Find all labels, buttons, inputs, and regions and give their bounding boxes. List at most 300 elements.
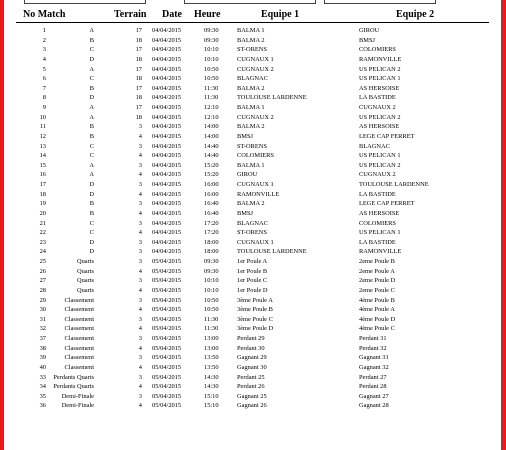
table-row [4,93,501,103]
equipe1-cell: BALMA 1 [237,161,265,169]
heure-cell: 15:10 [204,402,219,410]
table-row [4,36,501,46]
equipe1-cell: BLAGNAC [237,75,268,83]
equipe2-cell: RAMONVILLE [359,248,402,256]
equipe1-cell: 1er Poule D [237,286,268,294]
heure-cell: 10:50 [204,296,219,304]
date-cell: 04/04/2015 [152,113,182,121]
equipe2-cell: COLOMIERS [359,219,396,227]
equipe1-cell: 3ème Poule B [237,306,273,314]
table-row [4,170,501,180]
equipe2-cell: 2eme Poule D [359,277,396,285]
phase-cell: A [89,104,94,111]
terrain-cell: 3 [138,392,142,400]
header-equipe1: Equipe 1 [261,9,300,20]
table-row [4,132,501,142]
equipe2-cell: 4ème Poule B [359,296,395,304]
phase-cell: Demi-Finale [61,402,94,410]
match-number-cell: 24 [39,248,46,256]
equipe2-cell: Perdant 31 [359,335,387,342]
terrain-cell: 18 [135,94,142,102]
equipe2-cell: CUGNAUX 2 [359,104,396,111]
equipe2-cell: CUGNAUX 2 [359,171,396,179]
match-number-cell: 26 [39,267,46,275]
match-number-cell: 19 [39,200,46,208]
terrain-cell: 3 [138,238,142,246]
equipe1-cell: BMSJ [237,209,253,217]
equipe2-cell: LA BASTIDE [359,190,396,198]
heure-cell: 15:20 [204,171,219,179]
equipe2-cell: AS HERSOISE [359,84,400,92]
equipe2-cell: COLOMIERS [359,46,396,54]
terrain-cell: 3 [138,354,142,362]
phase-cell: B [89,84,94,92]
match-number-cell: 34 [39,383,46,391]
date-cell: 04/04/2015 [152,94,182,102]
equipe1-cell: 3ème Poule A [237,296,273,304]
match-number-cell: 18 [39,190,46,198]
date-cell: 04/04/2015 [152,152,182,160]
date-cell: 05/04/2015 [152,306,182,314]
terrain-cell: 4 [138,209,142,217]
table-row [4,142,501,152]
table-row [4,324,501,334]
header-no-match: No Match [23,9,66,20]
date-cell: 05/04/2015 [152,354,182,362]
header-divider [16,22,489,23]
heure-cell: 16:00 [204,181,219,188]
date-cell: 04/04/2015 [152,200,182,208]
heure-cell: 09:30 [204,27,219,34]
phase-cell: D [89,248,94,256]
date-cell: 05/04/2015 [152,363,182,371]
equipe2-cell: TOULOUSE LARDENNE [359,181,429,188]
match-number-cell: 36 [39,402,46,410]
equipe1-cell: BLAGNAC [237,219,268,227]
equipe2-cell: LEGE CAP FERRET [359,200,415,208]
phase-cell: Classement [64,363,94,371]
equipe1-cell: BALMA 2 [237,123,265,131]
table-row [4,45,501,55]
table-row [4,267,501,277]
date-cell: 04/04/2015 [152,36,182,44]
equipe2-cell: 2eme Poule C [359,286,395,294]
phase-cell: Quarts [76,258,94,265]
date-cell: 05/04/2015 [152,373,182,381]
terrain-cell: 18 [135,113,142,121]
heure-cell: 11:30 [204,315,219,323]
terrain-cell: 3 [138,277,142,285]
equipe1-cell: RAMONVILLE [237,190,280,198]
equipe1-cell: BALMA 2 [237,200,265,208]
terrain-cell: 4 [138,171,142,179]
phase-cell: D [89,181,94,188]
terrain-cell: 4 [138,190,142,198]
phase-cell: B [89,209,94,217]
phase-cell: C [89,46,94,54]
heure-cell: 17:20 [204,219,219,227]
terrain-cell: 4 [138,267,142,275]
heure-cell: 16:40 [204,209,219,217]
equipe2-cell: US PELICAN 1 [359,75,401,83]
terrain-cell: 4 [138,306,142,314]
phase-cell: D [89,238,94,246]
equipe1-cell: CUGNAUX 2 [237,65,274,73]
equipe2-cell: 2eme Poule A [359,267,395,275]
match-number-cell: 11 [39,123,46,131]
table-row [4,257,501,267]
date-cell: 04/04/2015 [152,132,182,140]
table-row [4,344,501,354]
date-cell: 05/04/2015 [152,325,182,333]
equipe1-cell: BALMA 2 [237,36,265,44]
equipe2-cell: Perdant 27 [359,373,387,381]
equipe1-cell: 1er Poule A [237,258,268,265]
table-row [4,161,501,171]
match-number-cell: 31 [39,315,46,323]
heure-cell: 13:00 [204,335,219,342]
date-cell: 04/04/2015 [152,238,182,246]
equipe1-cell: CUGNAUX 2 [237,113,274,121]
equipe1-cell: 1er Poule B [237,267,268,275]
match-number-cell: 29 [39,296,46,304]
match-number-cell: 39 [39,354,46,362]
equipe2-cell: Gagnant 31 [359,354,389,362]
terrain-cell: 4 [138,402,142,410]
date-cell: 04/04/2015 [152,55,182,63]
date-cell: 05/04/2015 [152,315,182,323]
table-row [4,334,501,344]
heure-cell: 13:00 [204,344,219,352]
match-number-cell: 27 [39,277,46,285]
equipe1-cell: Perdant 29 [237,335,265,342]
match-number-cell: 10 [39,113,46,121]
heure-cell: 11:30 [204,84,219,92]
table-row [4,113,501,123]
phase-cell: A [89,65,94,73]
header-terrain: Terrain [114,9,147,20]
match-number-cell: 38 [39,344,46,352]
equipe1-cell: BMSJ [237,132,253,140]
table-row [4,219,501,229]
equipe2-cell: GIROU [359,27,380,34]
date-cell: 04/04/2015 [152,142,182,150]
equipe1-cell: 3ème Poule D [237,325,274,333]
match-number-cell: 16 [39,171,46,179]
equipe1-cell: BALMA 1 [237,27,265,34]
equipe2-cell: Perdant 28 [359,383,387,391]
terrain-cell: 4 [138,325,142,333]
match-number-cell: 22 [39,229,46,237]
date-cell: 04/04/2015 [152,65,182,73]
match-number-cell: 25 [39,258,46,265]
phase-cell: Classement [64,306,94,314]
equipe1-cell: 1er Poule C [237,277,268,285]
terrain-cell: 3 [138,219,142,227]
equipe2-cell: AS HERSOISE [359,123,400,131]
terrain-cell: 4 [138,132,142,140]
phase-cell: D [89,55,94,63]
terrain-cell: 4 [138,286,142,294]
phase-cell: A [89,171,94,179]
heure-cell: 10:50 [204,306,219,314]
heure-cell: 10:10 [204,277,219,285]
date-cell: 05/04/2015 [152,402,182,410]
header-heure: Heure [194,9,221,20]
equipe2-cell: 2eme Poule B [359,258,395,265]
heure-cell: 17:20 [204,229,219,237]
match-number-cell: 4 [42,55,46,63]
match-number-cell: 3 [42,46,46,54]
date-cell: 05/04/2015 [152,335,182,342]
equipe2-cell: RAMONVILLE [359,55,402,63]
heure-cell: 14:40 [204,152,219,160]
terrain-cell: 3 [138,248,142,256]
equipe1-cell: Perdant 30 [237,344,265,352]
table-row [4,401,501,411]
match-number-cell: 20 [39,209,46,217]
terrain-cell: 4 [138,152,142,160]
table-row [4,363,501,373]
match-number-cell: 15 [39,161,46,169]
equipe2-cell: BMSJ [359,36,375,44]
phase-cell: Classement [64,344,94,352]
top-box-left [24,0,146,4]
date-cell: 04/04/2015 [152,219,182,227]
date-cell: 05/04/2015 [152,258,182,265]
table-row [4,276,501,286]
equipe1-cell: CUGNAUX 1 [237,55,274,63]
phase-cell: Quarts [76,267,94,275]
phase-cell: B [89,200,94,208]
heure-cell: 16:00 [204,190,219,198]
equipe1-cell: COLOMIERS [237,152,274,160]
match-number-cell: 35 [39,392,46,400]
heure-cell: 16:40 [204,200,219,208]
match-number-cell: 8 [42,94,46,102]
terrain-cell: 3 [138,200,142,208]
heure-cell: 11:30 [204,94,219,102]
phase-cell: B [89,132,94,140]
match-number-cell: 40 [39,363,46,371]
table-row [4,209,501,219]
heure-cell: 12:10 [204,113,219,121]
heure-cell: 14:00 [204,132,219,140]
equipe1-cell: Perdant 26 [237,383,265,391]
equipe2-cell: BLAGNAC [359,142,390,150]
equipe2-cell: US PELICAN 2 [359,113,401,121]
top-box-right [324,0,436,4]
date-cell: 04/04/2015 [152,181,182,188]
terrain-cell: 3 [138,258,142,265]
heure-cell: 14:00 [204,123,219,131]
phase-cell: C [89,229,94,237]
date-cell: 05/04/2015 [152,286,182,294]
terrain-cell: 3 [138,373,142,381]
equipe1-cell: CUGNAUX 1 [237,238,274,246]
phase-cell: Classement [64,335,94,342]
equipe2-cell: US PELICAN 2 [359,65,401,73]
heure-cell: 09:30 [204,36,219,44]
table-row [4,286,501,296]
heure-cell: 09:30 [204,267,219,275]
equipe2-cell: LA BASTIDE [359,94,396,102]
table-row [4,353,501,363]
terrain-cell: 17 [135,27,142,34]
match-number-cell: 17 [39,181,46,188]
heure-cell: 18:00 [204,248,219,256]
table-header [4,9,501,21]
phase-cell: Perdants Quarts [53,383,94,391]
phase-cell: B [89,123,94,131]
phase-cell: C [89,75,94,83]
equipe2-cell: 4ème Poule D [359,315,396,323]
date-cell: 04/04/2015 [152,75,182,83]
match-number-cell: 2 [42,36,46,44]
table-row [4,190,501,200]
table-row [4,199,501,209]
date-cell: 05/04/2015 [152,296,182,304]
table-row [4,247,501,257]
date-cell: 04/04/2015 [152,171,182,179]
terrain-cell: 18 [135,55,142,63]
equipe2-cell: Gagnant 27 [359,392,389,400]
match-number-cell: 23 [39,238,46,246]
date-cell: 04/04/2015 [152,27,182,34]
heure-cell: 09:30 [204,258,219,265]
terrain-cell: 4 [138,363,142,371]
terrain-cell: 17 [135,84,142,92]
date-cell: 04/04/2015 [152,46,182,54]
match-number-cell: 14 [39,152,46,160]
match-number-cell: 13 [39,142,46,150]
match-number-cell: 7 [42,84,46,92]
phase-cell: A [89,113,94,121]
match-number-cell: 9 [42,104,46,111]
date-cell: 04/04/2015 [152,161,182,169]
phase-cell: D [89,190,94,198]
heure-cell: 18:00 [204,238,219,246]
date-cell: 04/04/2015 [152,209,182,217]
equipe2-cell: US PELICAN 1 [359,152,401,160]
heure-cell: 10:50 [204,75,219,83]
equipe1-cell: Gagnant 29 [237,354,267,362]
equipe2-cell: US PELICAN 2 [359,161,401,169]
equipe2-cell: 4ème Poule A [359,306,395,314]
equipe2-cell: LEGE CAP FERRET [359,132,415,140]
table-row [4,103,501,113]
table-row [4,373,501,383]
heure-cell: 14:40 [204,142,219,150]
terrain-cell: 17 [135,65,142,73]
match-number-cell: 32 [39,325,46,333]
terrain-cell: 4 [138,383,142,391]
phase-cell: Demi-Finale [61,392,94,400]
equipe1-cell: CUGNAUX 1 [237,181,274,188]
match-number-cell: 28 [39,286,46,294]
table-row [4,65,501,75]
equipe1-cell: TOULOUSE LARDENNE [237,248,307,256]
heure-cell: 10:10 [204,46,219,54]
table-row [4,382,501,392]
phase-cell: Classement [64,354,94,362]
terrain-cell: 18 [135,36,142,44]
terrain-cell: 4 [138,344,142,352]
date-cell: 04/04/2015 [152,84,182,92]
phase-cell: C [89,142,94,150]
equipe1-cell: Perdant 25 [237,373,265,381]
equipe2-cell: Perdant 32 [359,344,387,352]
date-cell: 04/04/2015 [152,248,182,256]
table-row [4,151,501,161]
table-row [4,238,501,248]
terrain-cell: 3 [138,142,142,150]
match-number-cell: 30 [39,306,46,314]
heure-cell: 15:10 [204,392,219,400]
date-cell: 05/04/2015 [152,267,182,275]
equipe1-cell: ST-ORENS [237,229,267,237]
match-number-cell: 37 [39,335,46,342]
terrain-cell: 3 [138,335,142,342]
terrain-cell: 3 [138,181,142,188]
heure-cell: 13:50 [204,363,219,371]
equipe2-cell: Gagnant 28 [359,402,389,410]
equipe2-cell: 4ème Poule C [359,325,395,333]
table-row [4,392,501,402]
phase-cell: A [89,161,94,169]
phase-cell: A [89,27,94,34]
equipe2-cell: US PELICAN 1 [359,229,401,237]
table-row [4,26,501,36]
match-number-cell: 33 [39,373,46,381]
phase-cell: B [89,36,94,44]
heure-cell: 11:30 [204,325,219,333]
heure-cell: 14:30 [204,383,219,391]
heure-cell: 14:30 [204,373,219,381]
equipe1-cell: 3ème Poule C [237,315,273,323]
match-number-cell: 5 [42,65,46,73]
heure-cell: 15:20 [204,161,219,169]
equipe1-cell: Gagnant 25 [237,392,267,400]
terrain-cell: 3 [138,315,142,323]
equipe1-cell: TOULOUSE LARDENNE [237,94,307,102]
date-cell: 04/04/2015 [152,104,182,111]
equipe2-cell: Gagnant 32 [359,363,389,371]
date-cell: 05/04/2015 [152,277,182,285]
date-cell: 04/04/2015 [152,190,182,198]
table-row [4,84,501,94]
table-row [4,55,501,65]
terrain-cell: 3 [138,296,142,304]
heure-cell: 12:10 [204,104,219,111]
match-number-cell: 1 [42,27,46,34]
phase-cell: Classement [64,325,94,333]
header-equipe2: Equipe 2 [396,9,435,20]
match-number-cell: 12 [39,132,46,140]
table-row [4,122,501,132]
equipe1-cell: Gagnant 30 [237,363,267,371]
table-row [4,180,501,190]
heure-cell: 13:50 [204,354,219,362]
date-cell: 04/04/2015 [152,123,182,131]
table-row [4,315,501,325]
top-box-middle [184,0,316,4]
date-cell: 05/04/2015 [152,383,182,391]
phase-cell: C [89,219,94,227]
heure-cell: 10:50 [204,65,219,73]
terrain-cell: 17 [135,46,142,54]
table-row [4,228,501,238]
